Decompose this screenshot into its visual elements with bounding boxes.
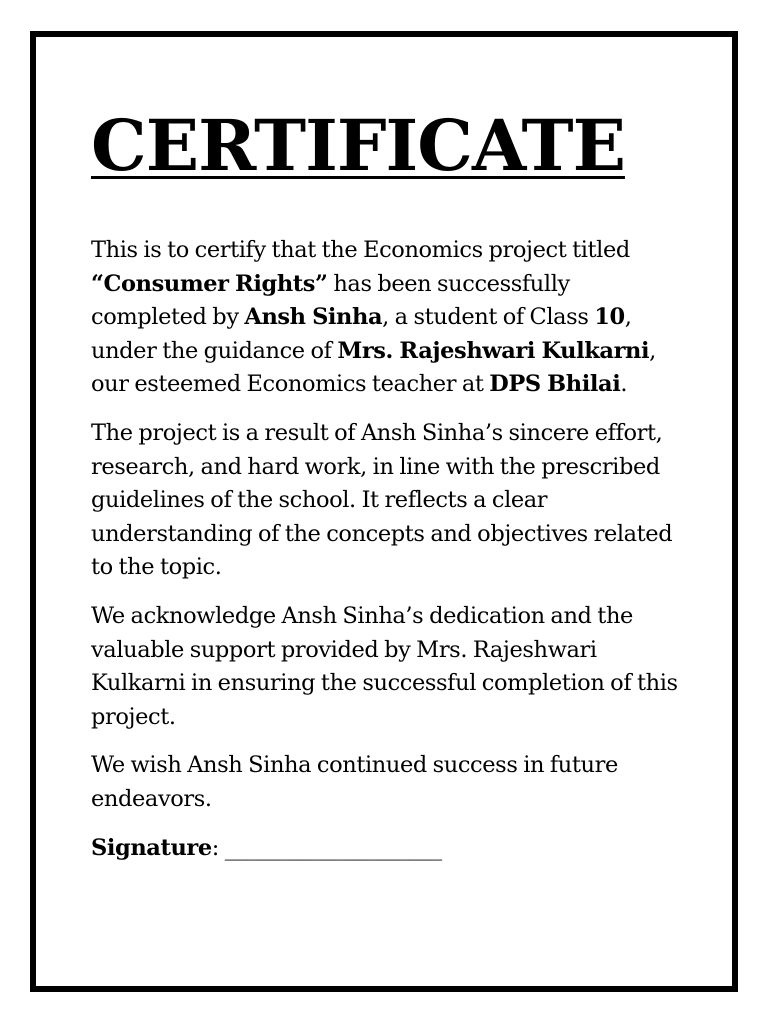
school-name: DPS Bhilai <box>489 371 621 398</box>
signature-line: ____________________ <box>224 834 442 861</box>
certification-text-3: , a student of Class <box>382 304 595 331</box>
certificate-content <box>91 100 691 865</box>
wishes-paragraph: We wish Ansh Sinha continued success in future endeavors. <box>91 752 618 812</box>
certification-text-4: , under the guidance of <box>91 304 632 364</box>
teacher-name: Mrs. Rajeshwari Kulkarni <box>337 337 650 364</box>
certification-text-6: . <box>620 371 628 398</box>
certification-text-2: has been successfully completed by <box>91 270 570 331</box>
signature-label: Signature <box>91 834 212 861</box>
certification-text-5: , our esteemed Economics teacher at <box>91 337 656 398</box>
class-number: 10 <box>594 304 625 331</box>
signature-colon: : <box>211 834 225 861</box>
project-title: “Consumer Rights” <box>91 270 328 297</box>
certification-paragraph <box>91 234 691 402</box>
certificate-title: CERTIFICATE <box>91 104 625 187</box>
project-description-paragraph: The project is a result of Ansh Sinha’s sincere effort, research, and hard work, in line with the prescribed guidelines of the school. It reflects a clear understanding of the concepts and objectives related to the topic. <box>91 419 673 581</box>
acknowledgement-paragraph: We acknowledge Ansh Sinha’s dedication and the valuable support provided by Mrs. Rajeshwari Kulkarni in ensuring the successful completion of this project. <box>91 602 678 730</box>
student-name: Ansh Sinha <box>244 304 383 331</box>
signature-row <box>91 832 691 866</box>
certification-text-1: This is to certify that the Economics project titled <box>91 237 630 263</box>
